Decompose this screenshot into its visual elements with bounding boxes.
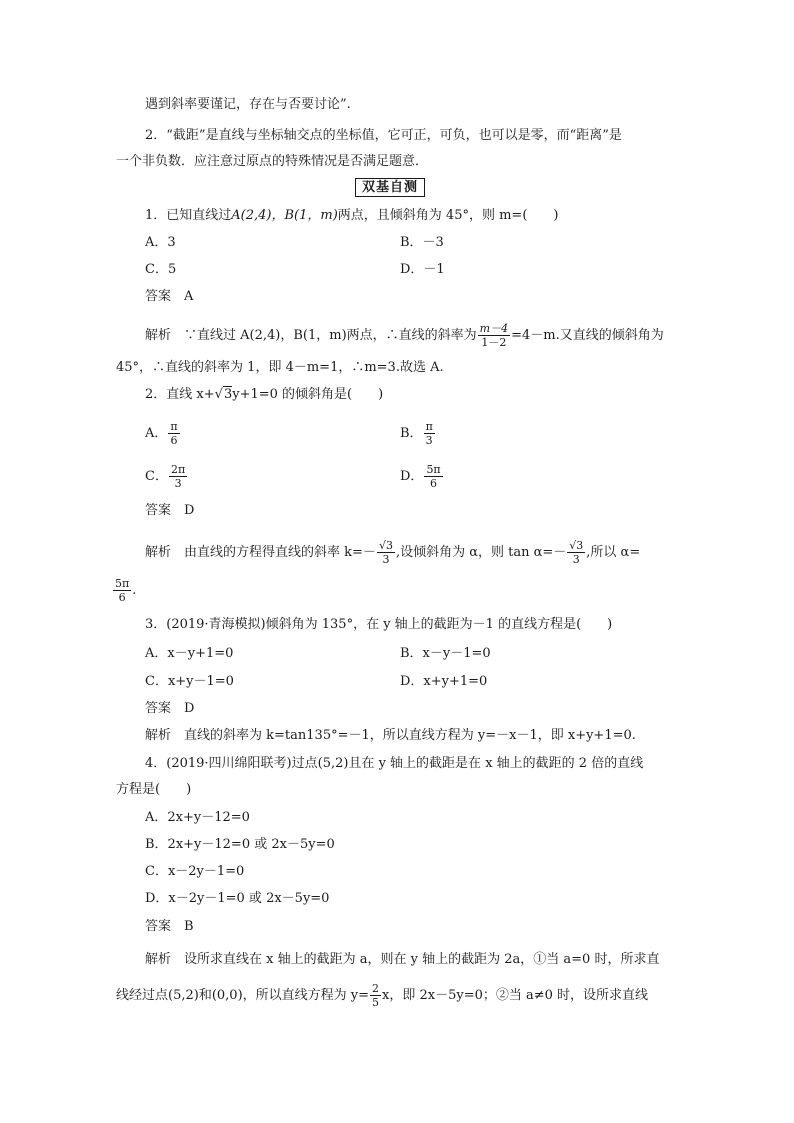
analysis-label: 解析 [145,952,172,967]
q3-stem: 3．(2019·青海模拟)倾斜角为 135°，在 y 轴上的截距为－1 的直线方程是( ) [145,617,613,632]
analysis-label: 解析 [145,545,172,560]
q4-stem-line-1: 4．(2019·四川绵阳联考)过点(5,2)且在 y 轴上的截距是在 x 轴上的截距的 2 倍的直线 [145,756,644,771]
analysis-label: 解析 [145,728,172,743]
q1-option-d: D．－1 [400,262,445,277]
q4-analysis-2a: 线经过点(5,2)和(0,0)，所以直线方程为 y= [116,988,370,1003]
q2-option-a: A． $\frac{\pi}{6}$ [145,420,178,447]
q3-option-a: A．x－y+1=0 [145,646,234,661]
answer-label: 答案 [145,503,172,518]
q1-analysis-line-2: 45°，∴直线的斜率为 1，即 4－m=1，∴m=3.故选 A. [116,360,444,375]
q2-analysis-frac-2: $\frac{√3}{3}$ [569,539,584,566]
q4-option-d: D．x－2y－1=0 或 2x－5y=0 [145,891,330,906]
q1-analysis-1a: ∵直线过 A(2,4)，B(1，m)两点，∴直线的斜率为 [184,328,477,343]
q2-option-b-frac: $\frac{\pi}{3}$ [425,420,433,447]
q1-analysis-1b: =4－m.又直线的倾斜角为 [511,328,664,343]
analysis-label: 解析 [145,328,172,343]
section-title [355,179,425,197]
q1-stem-c: 两点，且倾斜角为 45°，则 m=( ) [337,208,559,223]
section-title-box: 双基自测 [355,178,425,197]
answer-value: B [184,919,194,934]
answer-label: 答案 [145,289,172,304]
q2-option-b: B． $\frac{\pi}{3}$ [400,420,433,447]
intro-line-3: 一个非负数．应注意过原点的特殊情况是否满足题意． [116,154,429,169]
q4-analysis-1: 设所求直线在 x 轴上的截距为 a，则在 y 轴上的截距为 2a，①当 a=0 时，所求直 [184,952,660,967]
q2-analysis-1a: 由直线的方程得直线的斜率 k=－ [184,545,376,560]
q3-analysis [145,727,636,745]
q2-option-c: C． $\frac{2\pi}{3}$ [145,463,186,490]
q4-analysis-frac: $\frac{2}{5}$ [372,982,380,1009]
q2-stem-a: 2．直线 x+ [145,387,215,402]
answer-value: D [184,503,195,518]
answer-label: 答案 [145,919,172,934]
q1-option-b: B．－3 [400,235,444,250]
q2-analysis-1c: ,所以 α= [586,545,641,560]
q1-analysis-line-1 [145,322,664,349]
q2-analysis-frac-3: $\frac{5\pi}{6}$ [115,577,130,604]
q4-option-b: B．2x+y－12=0 或 2x－5y=0 [145,837,335,852]
q1-option-c: C．5 [145,262,177,277]
q2-analysis-frac-1: $\frac{√3}{3}$ [378,539,393,566]
answer-value: D [184,701,195,716]
q2-stem-b: y+1=0 的倾斜角是( ) [232,387,384,402]
answer-value: A [184,289,194,304]
q3-analysis-text: 直线的斜率为 k=tan135°=－1，所以直线方程为 y=－x－1，即 x+y+1=0. [184,728,636,743]
q2-analysis-1b: ,设倾斜角为 α，则 tan α=－ [395,545,567,560]
q3-answer [145,700,194,718]
q3-option-c: C．x+y－1=0 [145,674,234,689]
q4-option-c: C．x－2y－1=0 [145,864,245,879]
q4-answer [145,918,194,936]
q2-analysis-line-2: $\frac{5\pi}{6}$ . [115,577,137,604]
q4-stem-line-2: 方程是( ) [116,782,192,797]
q2-stem: 2．直线 x+√3y+1=0 的倾斜角是( ) [145,387,384,402]
intro-line-2: 2．“截距”是直线与坐标轴交点的坐标值，它可正，可负，也可以是零，而“距离”是 [145,128,622,143]
q2-option-d-frac: $\frac{5\pi}{6}$ [426,463,441,490]
q4-analysis-line-2 [116,982,648,1009]
q2-stem-sqrt: 3 [223,387,233,402]
q1-answer [145,288,193,306]
q1-stem [145,207,558,225]
q2-answer [145,502,194,520]
q1-stem-b: A(2,4)，B(1，m) [231,208,338,223]
q2-analysis-line-1 [145,539,640,566]
intro-line-1: 遇到斜率要谨记，存在与否要讨论”. [145,97,351,112]
q1-option-a: A．3 [145,235,176,250]
q2-option-d: D． $\frac{5\pi}{6}$ [400,463,441,490]
q4-analysis-2b: x，即 2x－5y=0；②当 a≠0 时，设所求直线 [382,988,649,1003]
q4-option-a: A．2x+y－12=0 [145,810,250,825]
q1-analysis-fraction: $\frac{m-4}{1-2}$ [479,322,509,349]
answer-label: 答案 [145,701,172,716]
q2-option-c-frac: $\frac{2\pi}{3}$ [170,463,186,490]
q1-stem-a: 1．已知直线过 [145,208,232,223]
q4-analysis-line-1 [145,951,659,969]
q2-option-a-frac: $\frac{\pi}{6}$ [170,420,178,447]
q3-option-d: D．x+y+1=0 [400,674,488,689]
q3-option-b: B．x－y－1=0 [400,646,491,661]
